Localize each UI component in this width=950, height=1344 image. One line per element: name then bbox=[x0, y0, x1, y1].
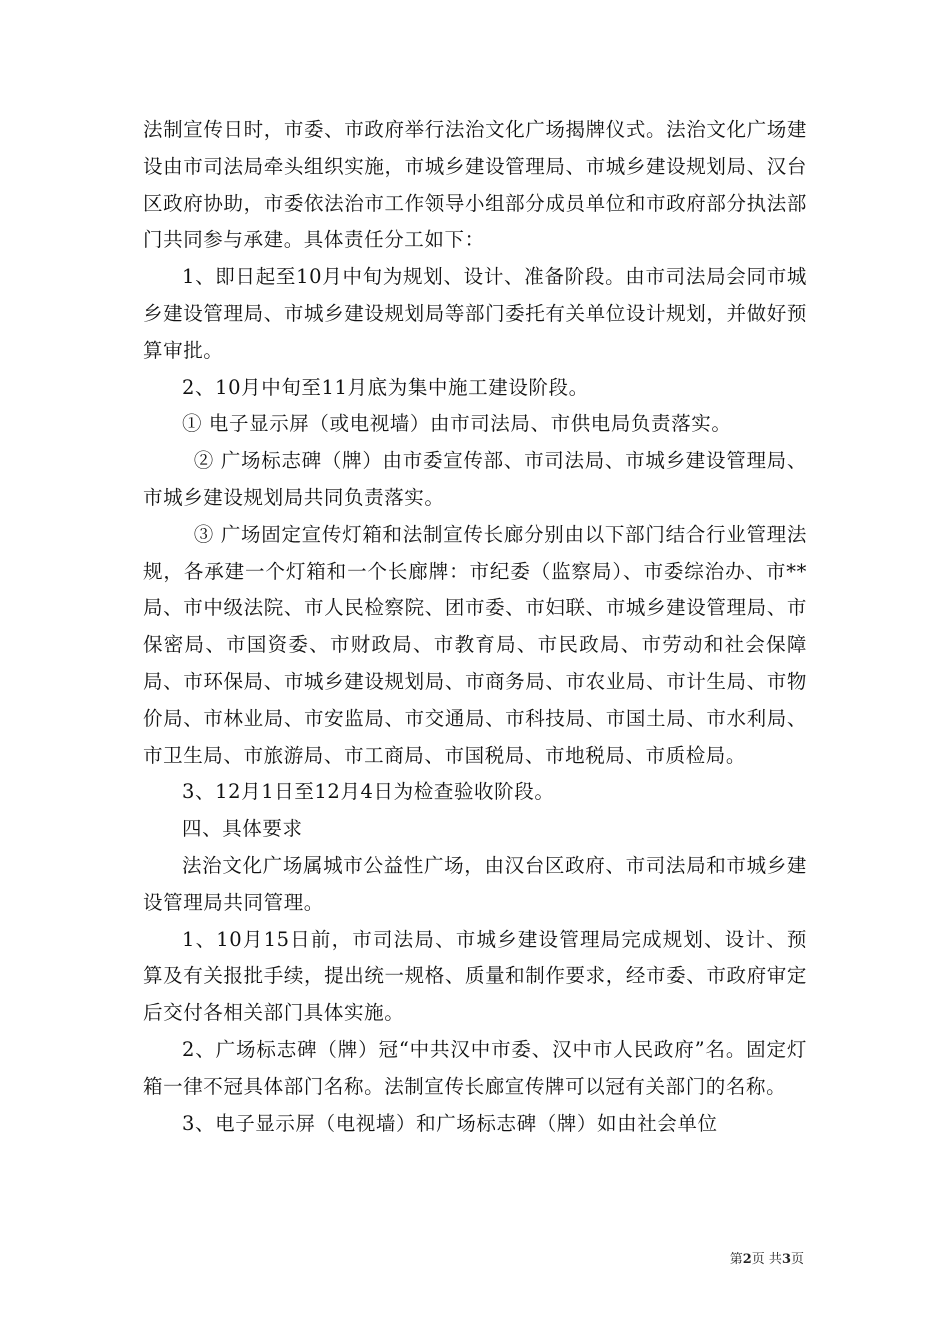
document-body bbox=[143, 112, 807, 1142]
paragraph-stage-1: 1、即日起至10月中旬为规划、设计、准备阶段。由市司法局会同市城乡建设管理局、市城乡建设规划局等部门委托有关单位设计规划，并做好预算审批。 bbox=[143, 265, 807, 362]
paragraph-requirement-2: 2、广场标志碑（牌）冠“中共汉中市委、汉中市人民政府”名。固定灯箱一律不冠具体部门名称。法制宣传长廊宣传牌可以冠有关部门的名称。 bbox=[143, 1037, 807, 1098]
section-heading-requirements: 四、具体要求 bbox=[182, 817, 303, 841]
footer-prefix: 第 bbox=[729, 1252, 743, 1267]
paragraph-requirement-3: 3、电子显示屏（电视墙）和广场标志碑（牌）如由社会单位 bbox=[182, 1111, 718, 1135]
paragraph-stage-3: 3、12月1日至12月4日为检查验收阶段。 bbox=[182, 780, 555, 804]
paragraph-item-2: ② 广场标志碑（牌）由市委宣传部、市司法局、市城乡建设管理局、市城乡建设规划局共同负责落实。 bbox=[143, 449, 807, 509]
footer-current-page: 2 bbox=[742, 1252, 752, 1267]
footer-total-pages: 3 bbox=[781, 1252, 791, 1267]
paragraph-management: 法治文化广场属城市公益性广场，由汉台区政府、市司法局和市城乡建设管理局共同管理。 bbox=[143, 853, 807, 914]
paragraph-item-3: ③ 广场固定宣传灯箱和法制宣传长廊分别由以下部门结合行业管理法规，各承建一个灯箱和一个长廊牌：市纪委（监察局）、市委综治办、市**局、市中级法院、市人民检察院、团市委、市妇联、市城乡建设管理局、市保密局、市国资委、市财政局、市教育局、市民政局、市劳动和社会保障局、市环保局、市城乡建设规划局、市商务局、市农业局、市计生局、市物价局、市林业局、市安监局、市交通局、市科技局、市国土局、市水利局、市卫生局、市旅游局、市工商局、市国税局、市地税局、市质检局。 bbox=[143, 522, 807, 767]
page-number-footer bbox=[730, 1248, 804, 1267]
footer-suffix: 页 bbox=[790, 1252, 804, 1267]
footer-middle: 页 共 bbox=[751, 1252, 782, 1267]
paragraph-intro: 法制宣传日时，市委、市政府举行法治文化广场揭牌仪式。法治文化广场建设由市司法局牵头组织实施，市城乡建设管理局、市城乡建设规划局、汉台区政府协助，市委依法治市工作领导小组部分成员单位和市政府部分执法部门共同参与承建。具体责任分工如下： bbox=[143, 118, 807, 252]
paragraph-item-1: ① 电子显示屏（或电视墙）由市司法局、市供电局负责落实。 bbox=[182, 412, 732, 436]
paragraph-stage-2: 2、10月中旬至11月底为集中施工建设阶段。 bbox=[182, 375, 589, 399]
paragraph-requirement-1: 1、10月15日前，市司法局、市城乡建设管理局完成规划、设计、预算及有关报批手续，提出统一规格、质量和制作要求，经市委、市政府审定后交付各相关部门具体实施。 bbox=[143, 927, 807, 1025]
